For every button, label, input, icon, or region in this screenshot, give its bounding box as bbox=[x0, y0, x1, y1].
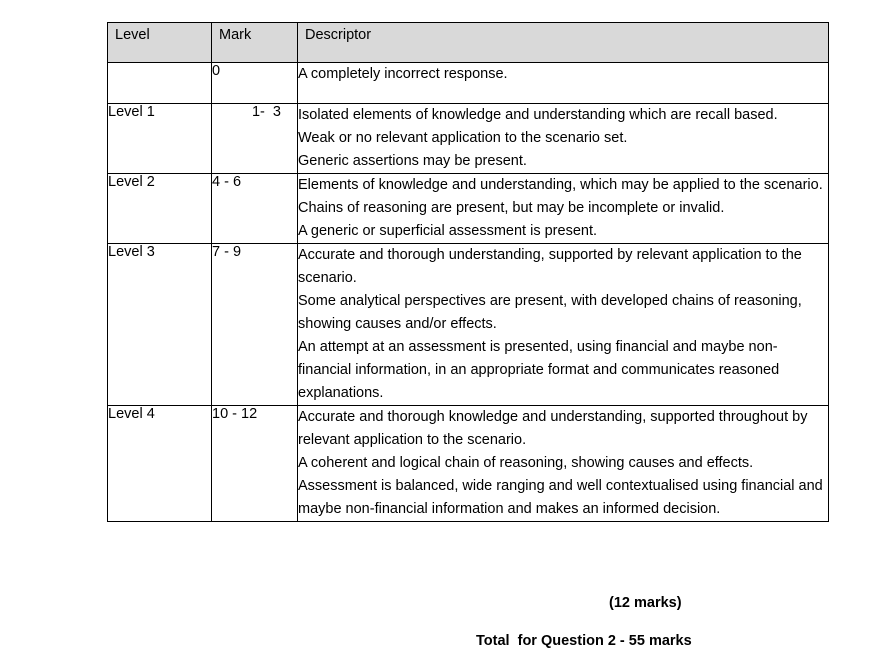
descriptor-line: Assessment is balanced, wide ranging and well contextualised using financial and maybe non-financial information and makes an informed decision. bbox=[298, 478, 823, 517]
descriptor-line: Generic assertions may be present. bbox=[298, 153, 527, 169]
table-row bbox=[108, 244, 829, 406]
descriptor-line: A generic or superficial assessment is present. bbox=[298, 223, 597, 239]
level-cell: Level 4 bbox=[108, 406, 212, 522]
descriptor-cell bbox=[298, 244, 829, 406]
descriptor-line: An attempt at an assessment is presented, using financial and maybe non-financial information, in an appropriate format and communicates reasoned explanations. bbox=[298, 339, 780, 401]
descriptor-line: A coherent and logical chain of reasoning, showing causes and effects. bbox=[298, 455, 754, 471]
descriptor-cell bbox=[298, 174, 829, 244]
header-mark: Mark bbox=[212, 23, 298, 63]
mark-cell: 1- 3 bbox=[212, 104, 298, 174]
header-descriptor: Descriptor bbox=[298, 23, 829, 63]
mark-cell: 7 - 9 bbox=[212, 244, 298, 406]
descriptor-line: A completely incorrect response. bbox=[298, 66, 508, 82]
descriptor-line: Accurate and thorough knowledge and understanding, supported throughout by relevant application to the scenario. bbox=[298, 409, 808, 448]
marks-note: (12 marks) bbox=[609, 595, 682, 611]
table-row bbox=[108, 104, 829, 174]
level-cell: Level 2 bbox=[108, 174, 212, 244]
mark-scheme-table bbox=[107, 22, 829, 522]
descriptor-cell bbox=[298, 406, 829, 522]
level-cell: Level 1 bbox=[108, 104, 212, 174]
table-header-row bbox=[108, 23, 829, 63]
descriptor-line: Elements of knowledge and understanding, which may be applied to the scenario. bbox=[298, 177, 823, 193]
mark-cell: 4 - 6 bbox=[212, 174, 298, 244]
descriptor-line: Isolated elements of knowledge and understanding which are recall based. bbox=[298, 107, 778, 123]
total-note: Total for Question 2 - 55 marks bbox=[476, 633, 692, 649]
table-row bbox=[108, 63, 829, 104]
descriptor-cell bbox=[298, 104, 829, 174]
descriptor-line: Accurate and thorough understanding, supported by relevant application to the scenario. bbox=[298, 247, 802, 286]
mark-cell: 10 - 12 bbox=[212, 406, 298, 522]
descriptor-cell bbox=[298, 63, 829, 104]
level-cell: Level 3 bbox=[108, 244, 212, 406]
descriptor-line: Chains of reasoning are present, but may be incomplete or invalid. bbox=[298, 200, 725, 216]
table-row bbox=[108, 174, 829, 244]
level-cell bbox=[108, 63, 212, 104]
table-row bbox=[108, 406, 829, 522]
mark-cell: 0 bbox=[212, 63, 298, 104]
descriptor-line: Some analytical perspectives are present, with developed chains of reasoning, showing causes and/or effects. bbox=[298, 293, 802, 332]
header-level: Level bbox=[108, 23, 212, 63]
descriptor-line: Weak or no relevant application to the scenario set. bbox=[298, 130, 628, 146]
